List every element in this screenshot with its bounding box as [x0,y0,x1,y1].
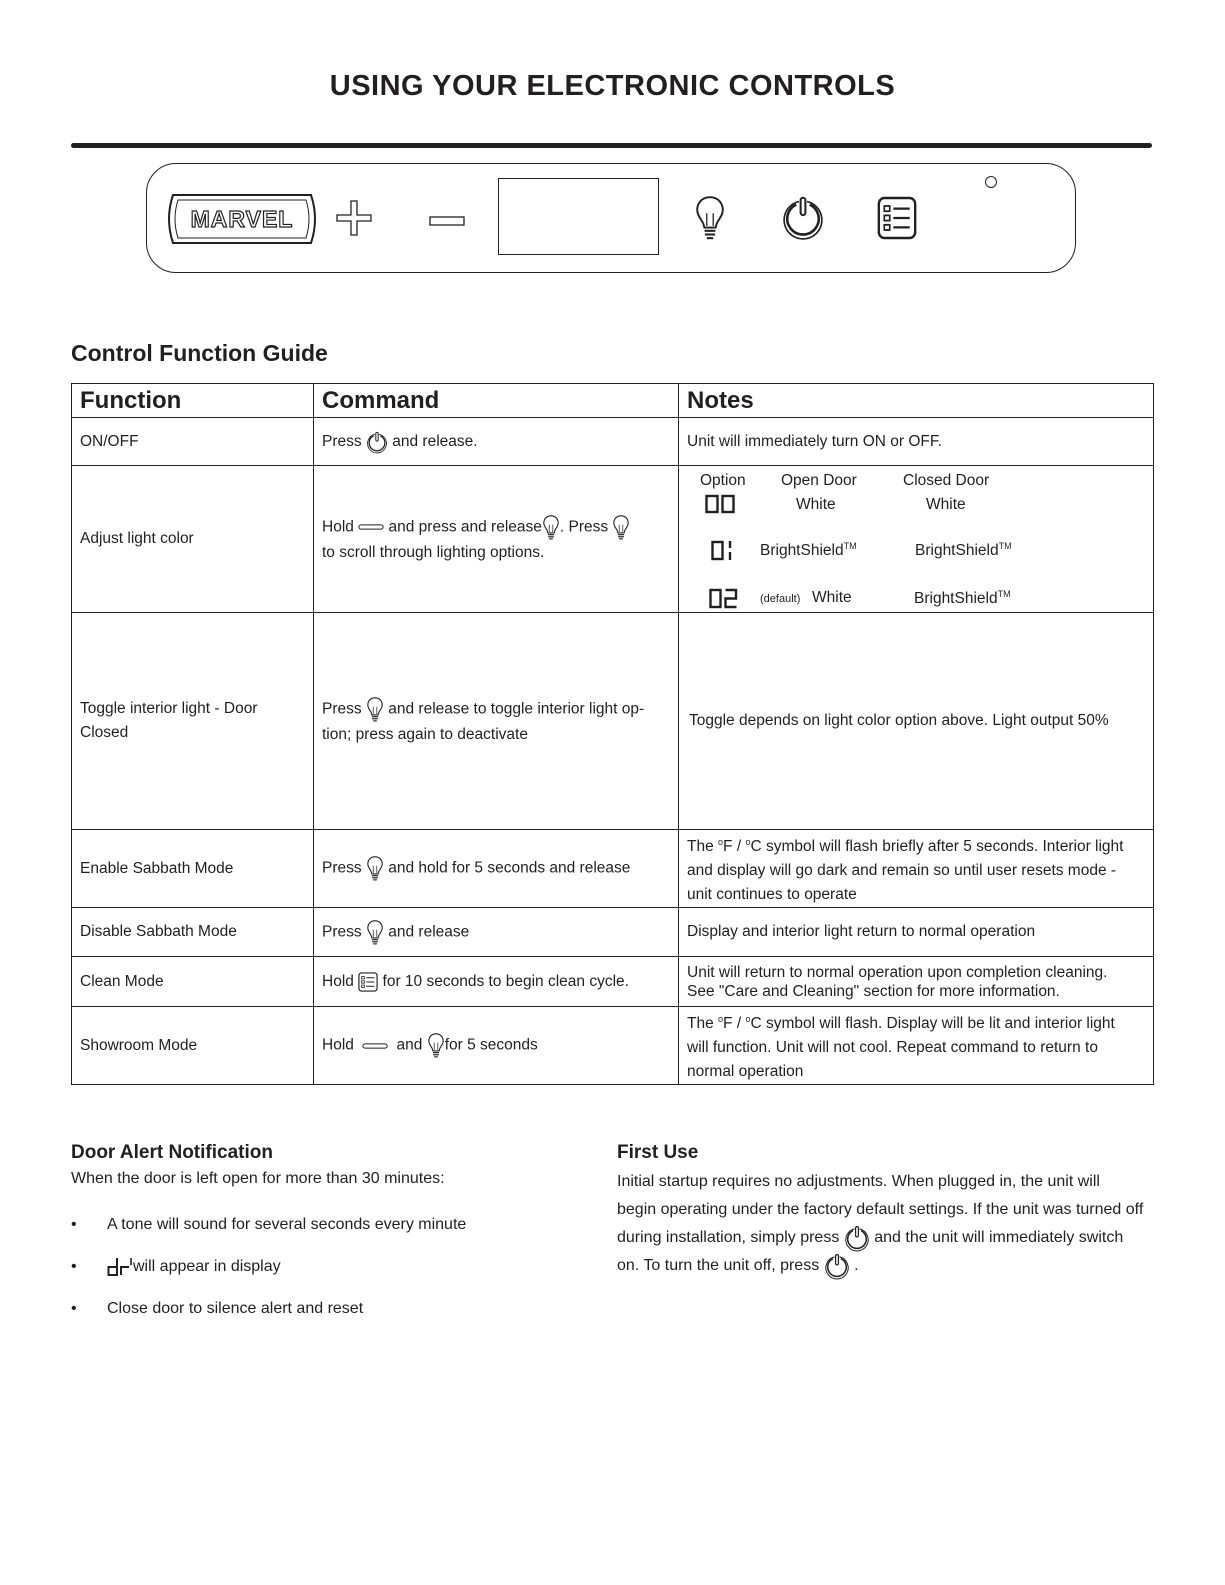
command-cell [314,613,679,830]
command-cell [314,957,679,1007]
light-icon [542,514,560,541]
marvel-logo [159,192,325,246]
command-text: and release [388,923,470,941]
list-item: • Close door to silence alert and reset [71,1300,364,1317]
first-use-title: First Use [617,1142,699,1163]
command-text: and press and release [388,518,542,536]
notes-cell: The $^o$F / $^o$C symbol will flash briefly after 5 seconds. Interior light and display will go dark and remain so until user resets mode - unit continues to operate [679,830,1154,908]
table-row [72,1007,1154,1085]
power-icon [824,1252,850,1280]
list-item: • will appear in display [71,1258,281,1275]
table-row [72,908,1154,957]
plus-icon[interactable] [335,199,373,242]
option-header: Option [700,472,746,489]
table-row [72,466,1154,613]
table-row [72,418,1154,466]
light-icon [612,514,630,541]
function-cell: Showroom Mode [72,1007,314,1085]
command-text: Hold [322,518,354,536]
light-icon [366,855,384,882]
seven-segment-code-01 [711,540,735,567]
function-cell: Clean Mode [72,957,314,1007]
function-cell: Disable Sabbath Mode [72,908,314,957]
power-icon [366,430,388,454]
command-text: and release to toggle interior light op- [388,700,645,718]
light-icon [366,919,384,946]
header-command: Command [314,384,679,418]
command-text: . Press [559,518,609,536]
control-function-table [71,383,1154,1085]
table-row [72,957,1154,1007]
option-02-default: (default) [760,593,801,605]
command-text: Press [322,700,362,718]
command-text: Press [322,859,362,877]
open-door-header: Open Door [781,472,857,489]
notes-cell: Display and interior light return to normal operation [679,908,1154,957]
minus-icon [362,1042,388,1050]
command-text: and [396,1036,423,1054]
page-title: USING YOUR ELECTRONIC CONTROLS [329,70,896,102]
command-cell [314,908,679,957]
function-cell: Toggle interior light - Door Closed [72,613,314,830]
function-cell: Adjust light color [72,466,314,613]
seven-segment-code-02 [709,588,739,615]
option-00-closed: White [926,496,966,513]
clean-mode-icon [358,972,378,992]
light-icon [366,696,384,723]
control-panel-diagram [146,163,1076,273]
table-header-row [72,384,1154,418]
power-icon[interactable] [781,194,825,245]
display-window [498,178,659,255]
seven-segment-code-00 [705,494,735,519]
function-cell: ON/OFF [72,418,314,466]
light-icon[interactable] [694,192,726,249]
notes-cell: The $^o$F / $^o$C symbol will flash. Display will be lit and interior light will function. Unit will not cool. Repeat command to return to normal operation [679,1007,1154,1085]
notes-cell: Unit will return to normal operation upon completion cleaning. See "Care and Cleaning" section for more information. [679,957,1154,1007]
minus-icon[interactable] [429,213,465,231]
seven-segment-dr-icon [107,1257,133,1277]
marvel-logo-text: MARVEL [190,206,294,232]
command-text: Hold [322,972,354,990]
function-cell: Enable Sabbath Mode [72,830,314,908]
minus-icon [358,523,384,531]
command-text: to scroll through lighting options. [322,543,545,561]
light-options-grid [679,466,1153,612]
door-alert-intro: When the door is left open for more than 30 minutes: [71,1170,445,1187]
table-row [72,830,1154,908]
option-01-open: BrightShield™ [760,541,857,560]
command-text: and hold for 5 seconds and release [388,859,631,877]
title-divider [71,143,1152,148]
door-alert-title: Door Alert Notification [71,1142,273,1163]
door-alert-list [71,1212,466,1338]
command-cell [314,830,679,908]
power-icon [844,1224,870,1252]
first-use-paragraph: Initial startup requires no adjustments. When plugged in, the unit will begin operating under the factory default settings. If the unit was turned off during installation, simply press and the unit will immediately switch on. To turn the unit off, press . [617,1168,1157,1280]
light-icon [427,1032,445,1059]
clean-mode-icon[interactable] [877,196,917,245]
option-00-open: White [796,496,836,513]
notes-cell [679,466,1154,613]
table-row [72,613,1154,830]
option-02-closed: BrightShield™ [914,589,1011,608]
closed-door-header: Closed Door [903,472,990,489]
command-text: Press [322,923,362,941]
command-cell [314,418,679,466]
command-text: for 10 seconds to begin clean cycle. [382,972,629,990]
command-cell [314,466,679,613]
header-notes: Notes [679,384,1154,418]
notes-cell: Toggle depends on light color option above. Light output 50% [679,613,1154,830]
command-text: for 5 seconds [444,1036,538,1054]
command-text: tion; press again to deactivate [322,725,528,743]
list-item: • A tone will sound for several seconds every minute [71,1216,467,1233]
notes-cell: Unit will immediately turn ON or OFF. [679,418,1154,466]
indicator-light-icon [985,176,997,188]
command-text: Hold [322,1036,354,1054]
guide-title: Control Function Guide [71,340,328,366]
command-text: and release. [392,432,478,450]
option-02-open: White [812,589,852,606]
command-cell [314,1007,679,1085]
option-01-closed: BrightShield™ [915,541,1012,560]
command-text: Press [322,432,362,450]
header-function: Function [72,384,314,418]
